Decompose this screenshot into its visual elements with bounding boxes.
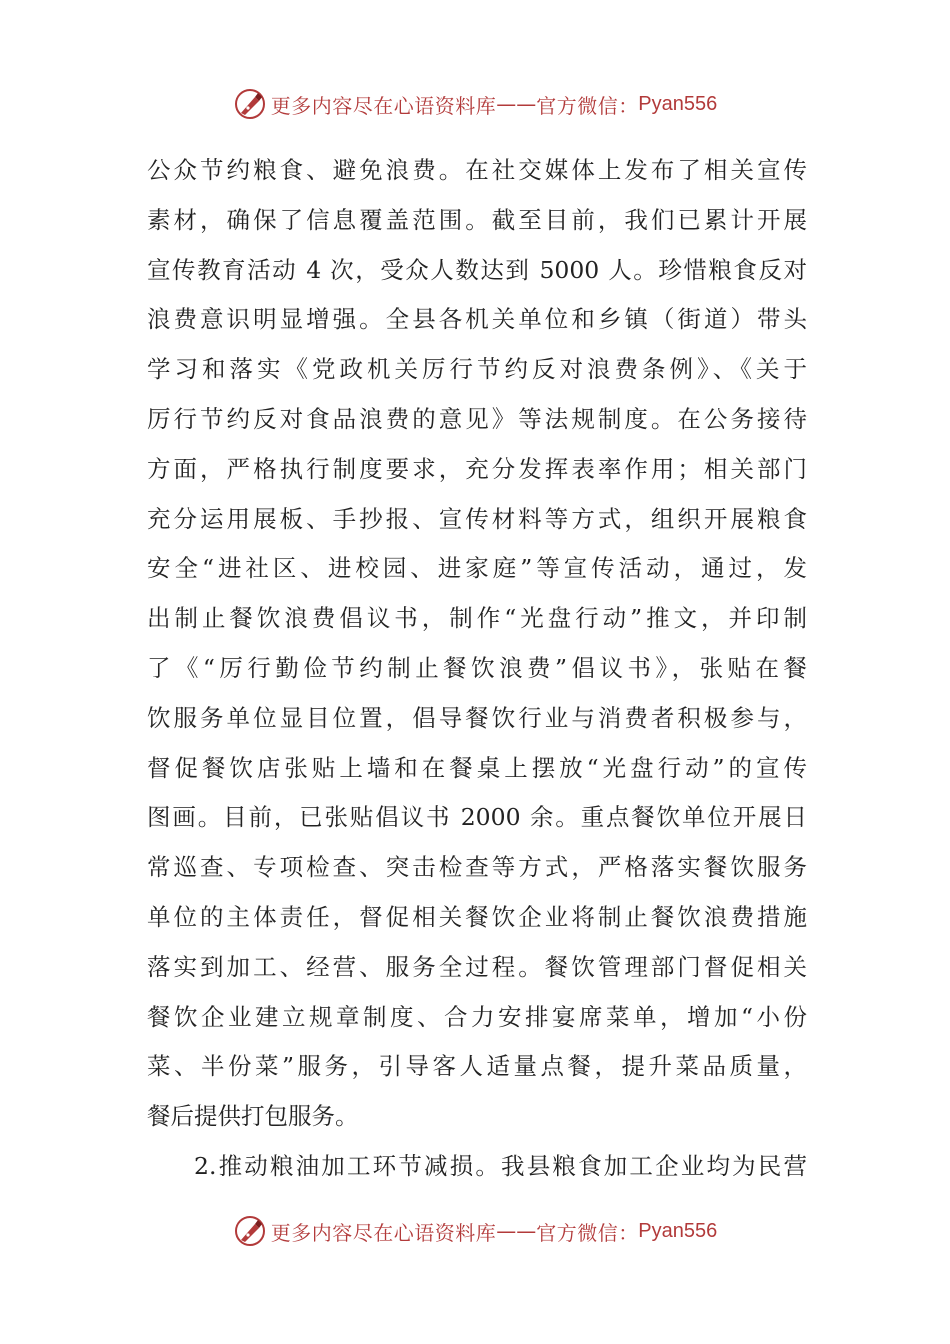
body-line: 浪费意识明显增强。全县各机关单位和乡镇（街道）带头 [147, 305, 807, 334]
body-line: 落实到加工、经营、服务全过程。餐饮管理部门督促相关 [147, 952, 807, 981]
body-line: 出制止餐饮浪费倡议书，制作“光盘行动”推文，并印制 [147, 604, 807, 633]
watermark-dash: —— [496, 92, 537, 116]
body-line: 菜、半份菜”服务，引导客人适量点餐，提升菜品质量， [147, 1052, 807, 1081]
watermark-separator: ： [618, 93, 639, 118]
watermark-dash: —— [496, 1219, 537, 1243]
pen-nib-seal-icon [233, 1214, 267, 1248]
body-line: 安全“进社区、进校园、进家庭”等宣传活动，通过，发 [147, 554, 807, 583]
body-line: 了《“厉行勤俭节约制止餐饮浪费”倡议书》，张贴在餐 [147, 653, 807, 682]
body-line: 宣传教育活动 4 次，受众人数达到 5000 人。珍惜粮食反对 [147, 255, 807, 284]
watermark-title: 更多内容尽在心语资料库 [270, 1220, 497, 1245]
body-line: 督促餐饮店张贴上墙和在餐桌上摆放“光盘行动”的宣传 [147, 753, 807, 782]
body-line: 单位的主体责任，督促相关餐饮企业将制止餐饮浪费措施 [147, 902, 807, 931]
watermark-wechat-id: Pyan556 [638, 92, 718, 115]
body-line: 学习和落实《党政机关厉行节约反对浪费条例》、《关于 [147, 355, 807, 384]
watermark-title: 更多内容尽在心语资料库 [270, 93, 497, 118]
body-line: 常巡查、专项检查、突击检查等方式，严格落实餐饮服务 [147, 853, 807, 882]
watermark-wechat-id: Pyan556 [638, 1219, 718, 1242]
body-line: 餐后提供打包服务。 [147, 1102, 359, 1131]
body-line: 饮服务单位显目位置，倡导餐饮行业与消费者积极参与， [147, 703, 807, 732]
pen-nib-seal-icon [233, 87, 267, 121]
body-line: 公众节约粮食、避免浪费。在社交媒体上发布了相关宣传 [147, 156, 807, 184]
header-watermark [0, 84, 950, 124]
body-line: 图画。目前，已张贴倡议书 2000 余。重点餐饮单位开展日 [147, 803, 807, 832]
document-body [147, 146, 807, 1192]
body-line: 餐饮企业建立规章制度、合力安排宴席菜单，增加“小份 [147, 1002, 807, 1031]
body-line: 充分运用展板、手抄报、宣传材料等方式，组织开展粮食 [147, 504, 807, 533]
footer-watermark [0, 1211, 950, 1251]
body-line: 方面，严格执行制度要求，充分发挥表率作用；相关部门 [147, 454, 807, 483]
body-line: 素材，确保了信息覆盖范围。截至目前，我们已累计开展 [147, 205, 807, 234]
watermark-label: 官方微信 [536, 1220, 619, 1245]
watermark-label: 官方微信 [536, 93, 619, 118]
body-line: 厉行节约反对食品浪费的意见》等法规制度。在公务接待 [147, 404, 807, 433]
section-heading-line: 2.推动粮油加工环节减损。我县粮食加工企业均为民营 [194, 1151, 807, 1180]
watermark-separator: ： [618, 1220, 639, 1245]
